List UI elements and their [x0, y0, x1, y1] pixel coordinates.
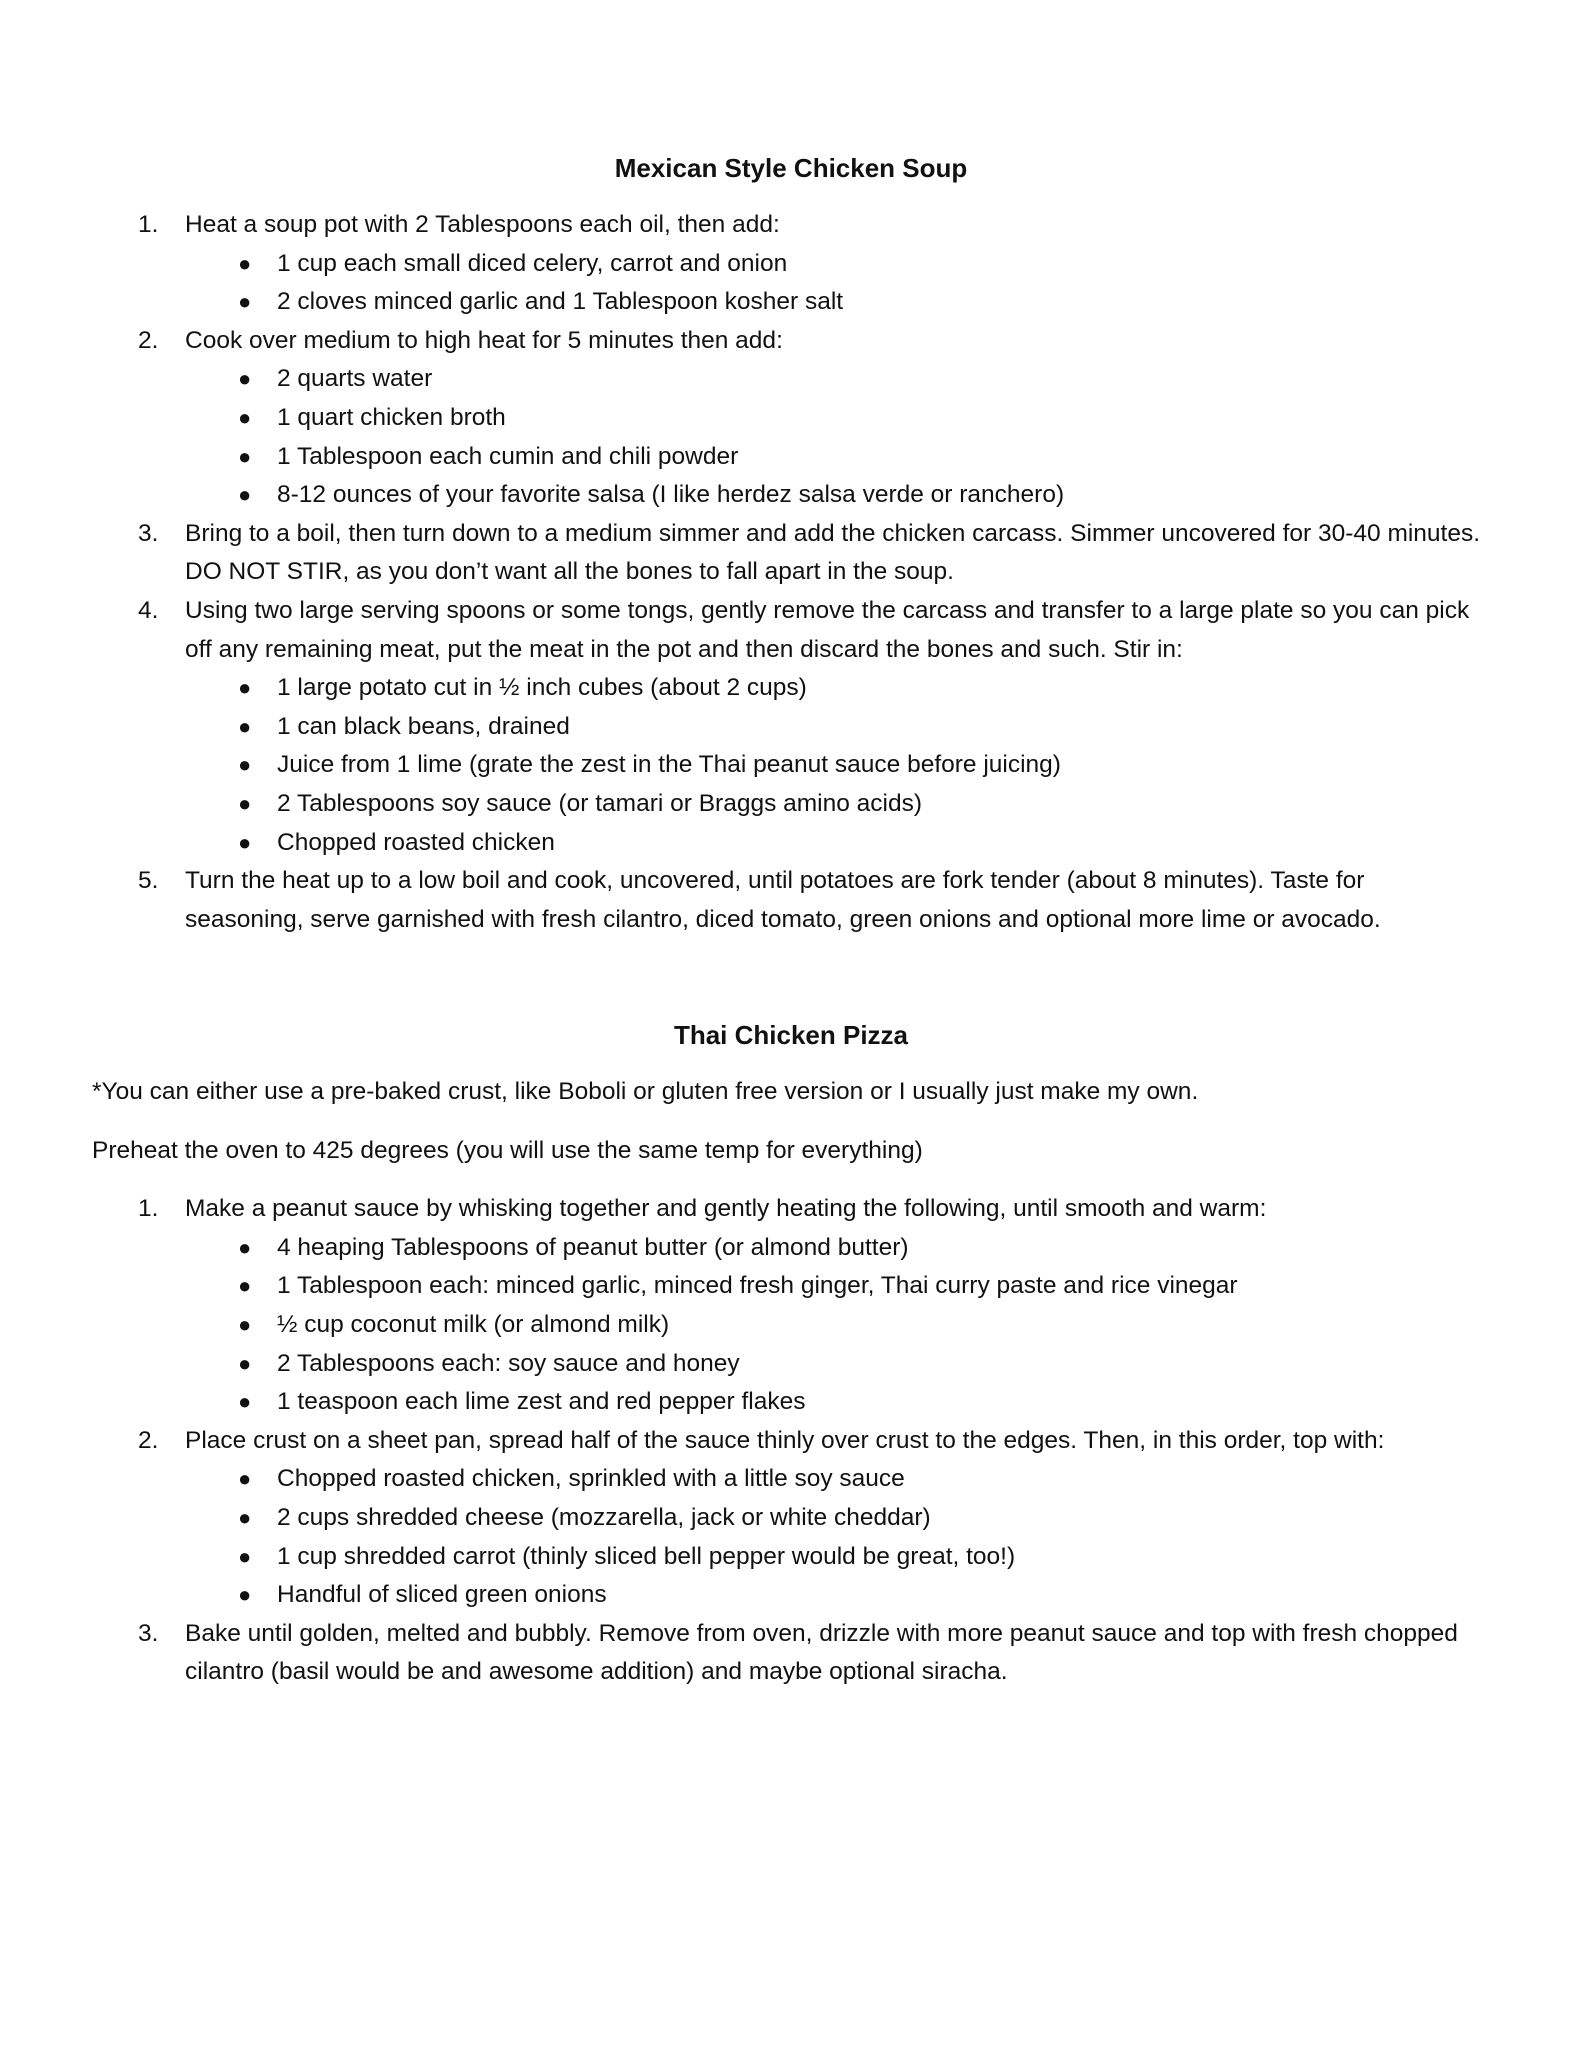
- step-number: 2.: [138, 326, 159, 354]
- bullet-icon: ●: [238, 675, 252, 701]
- recipe-title: Thai Chicken Pizza: [673, 1020, 909, 1050]
- bullet-icon: ●: [238, 366, 252, 392]
- bullet-icon: ●: [238, 752, 252, 778]
- step-number: 4.: [138, 596, 159, 624]
- ingredient-text: Juice from 1 lime (grate the zest in the Thai peanut sauce before juicing): [277, 751, 1061, 779]
- ingredient-text: 1 can black beans, drained: [277, 712, 570, 740]
- ingredient-text: 1 large potato cut in ½ inch cubes (about 2 cups): [277, 674, 807, 702]
- step-text: Turn the heat up to a low boil and cook, uncovered, until potatoes are fork tender (about 8 minutes). Taste for seasoning, serve garnished with fresh cilantro, diced tomato, green onions and optional more lime or avocado.: [185, 867, 1381, 933]
- ingredient-text: Chopped roasted chicken: [277, 828, 555, 856]
- step-text: Bake until golden, melted and bubbly. Remove from oven, drizzle with more peanut sauce and top with fresh chopped cilantro (basil would be and awesome addition) and maybe optional siracha.: [185, 1619, 1458, 1686]
- recipe-thai-chicken-pizza: [0, 1015, 1582, 1692]
- bullet-icon: ●: [238, 1504, 252, 1530]
- step-number: 5.: [138, 867, 159, 895]
- ingredient-text: 2 Tablespoons soy sauce (or tamari or Braggs amino acids): [277, 789, 923, 817]
- step-text: Make a peanut sauce by whisking together and gently heating the following, until smooth and warm:: [185, 1195, 1267, 1223]
- step-number: 3.: [138, 519, 159, 547]
- bullet-icon: ●: [238, 289, 252, 315]
- step-item: [0, 862, 1485, 939]
- ingredient-text: 8-12 ounces of your favorite salsa (I like herdez salsa verde or ranchero): [277, 481, 1065, 509]
- bullet-icon: ●: [238, 790, 252, 816]
- step-number: 2.: [138, 1426, 159, 1454]
- step-text: Heat a soup pot with 2 Tablespoons each oil, then add:: [185, 211, 780, 238]
- bullet-icon: ●: [238, 1273, 252, 1299]
- step-item: [0, 515, 1485, 592]
- bullet-icon: ●: [238, 713, 252, 739]
- bullet-icon: ●: [238, 1350, 252, 1376]
- ingredient-item: [238, 1383, 1485, 1422]
- ingredient-text: 1 teaspoon each lime zest and red pepper flakes: [277, 1388, 806, 1416]
- ingredient-list: [185, 245, 1485, 322]
- ingredient-list: [185, 1460, 1485, 1614]
- bullet-icon: ●: [238, 1311, 252, 1337]
- step-text: Bring to a boil, then turn down to a medium simmer and add the chicken carcass. Simmer uncovered for 30-40 minutes. DO NOT STIR, as you don’t want all the bones to fall apart in the soup.: [185, 519, 1481, 586]
- ingredient-list: [185, 1229, 1485, 1422]
- ingredient-text: 2 Tablespoons each: soy sauce and honey: [277, 1349, 740, 1377]
- ingredient-item: [238, 708, 1485, 747]
- ingredient-text: 2 cups shredded cheese (mozzarella, jack or white cheddar): [277, 1503, 931, 1531]
- ingredient-item: [238, 1499, 1485, 1538]
- ingredient-text: 1 cup shredded carrot (thinly sliced bell pepper would be great, too!): [277, 1542, 1016, 1570]
- ingredient-text: ½ cup coconut milk (or almond milk): [277, 1310, 670, 1338]
- ingredient-item: [238, 785, 1485, 824]
- bullet-icon: ●: [238, 482, 252, 508]
- step-item: [0, 1422, 1485, 1615]
- bullet-icon: ●: [238, 1466, 252, 1492]
- ingredient-item: [238, 1460, 1485, 1499]
- ingredient-item: [238, 1306, 1485, 1345]
- note-paragraph: Preheat the oven to 425 degrees (you will use the same temp for everything): [92, 1136, 923, 1164]
- step-text: Cook over medium to high heat for 5 minutes then add:: [185, 326, 783, 354]
- step-number: 3.: [138, 1619, 159, 1647]
- ingredient-item: [238, 824, 1485, 863]
- step-item: [0, 1190, 1485, 1422]
- ingredient-item: [238, 399, 1485, 438]
- step-item: [0, 206, 1485, 322]
- bullet-icon: ●: [238, 250, 252, 276]
- ingredient-item: [238, 438, 1485, 477]
- ingredient-item: [238, 283, 1485, 322]
- step-number: 1.: [138, 211, 159, 238]
- bullet-icon: ●: [238, 1582, 252, 1608]
- ingredient-item: [238, 1229, 1485, 1268]
- ingredient-text: 1 cup each small diced celery, carrot and onion: [277, 249, 788, 277]
- ingredient-text: Handful of sliced green onions: [277, 1581, 607, 1609]
- ingredient-item: [238, 360, 1485, 399]
- ingredient-text: 2 cloves minced garlic and 1 Tablespoon kosher salt: [277, 288, 844, 316]
- step-text: Place crust on a sheet pan, spread half of the sauce thinly over crust to the edges. Then, in this order, top with:: [185, 1426, 1385, 1454]
- ingredient-list: [185, 669, 1485, 862]
- bullet-icon: ●: [238, 443, 252, 469]
- ingredient-text: 1 quart chicken broth: [277, 403, 506, 431]
- step-item: [0, 592, 1485, 862]
- ingredient-text: 2 quarts water: [277, 365, 433, 393]
- recipe-title: Mexican Style Chicken Soup: [614, 153, 968, 183]
- ingredient-item: [238, 1267, 1485, 1306]
- ingredient-item: [238, 1576, 1485, 1615]
- ingredient-text: Chopped roasted chicken, sprinkled with a little soy sauce: [277, 1465, 905, 1493]
- ingredient-item: [238, 476, 1485, 515]
- steps-list: [0, 206, 1582, 939]
- step-text: Using two large serving spoons or some tongs, gently remove the carcass and transfer to a large plate so you can pick off any remaining meat, put the meat in the pot and then discard the bones and such. Stir in:: [185, 596, 1470, 663]
- bullet-icon: ●: [238, 404, 252, 430]
- ingredient-item: [238, 746, 1485, 785]
- note-paragraph: *You can either use a pre-baked crust, like Boboli or gluten free version or I usually just make my own.: [92, 1078, 1199, 1105]
- step-item: [0, 322, 1485, 515]
- recipe-mexican-chicken-soup: [0, 148, 1582, 939]
- ingredient-item: [238, 1345, 1485, 1384]
- bullet-icon: ●: [238, 1389, 252, 1415]
- ingredient-item: [238, 245, 1485, 284]
- ingredient-list: [185, 360, 1485, 514]
- step-item: [0, 1615, 1485, 1692]
- ingredient-item: [238, 669, 1485, 708]
- bullet-icon: ●: [238, 1234, 252, 1260]
- ingredient-text: 1 Tablespoon each: minced garlic, minced fresh ginger, Thai curry paste and rice vinegar: [277, 1272, 1238, 1300]
- bullet-icon: ●: [238, 1543, 252, 1569]
- bullet-icon: ●: [238, 829, 252, 855]
- ingredient-item: [238, 1538, 1485, 1577]
- ingredient-text: 4 heaping Tablespoons of peanut butter (or almond butter): [277, 1233, 909, 1261]
- ingredient-text: 1 Tablespoon each cumin and chili powder: [277, 442, 739, 470]
- step-number: 1.: [138, 1195, 159, 1223]
- steps-list: [0, 1190, 1582, 1692]
